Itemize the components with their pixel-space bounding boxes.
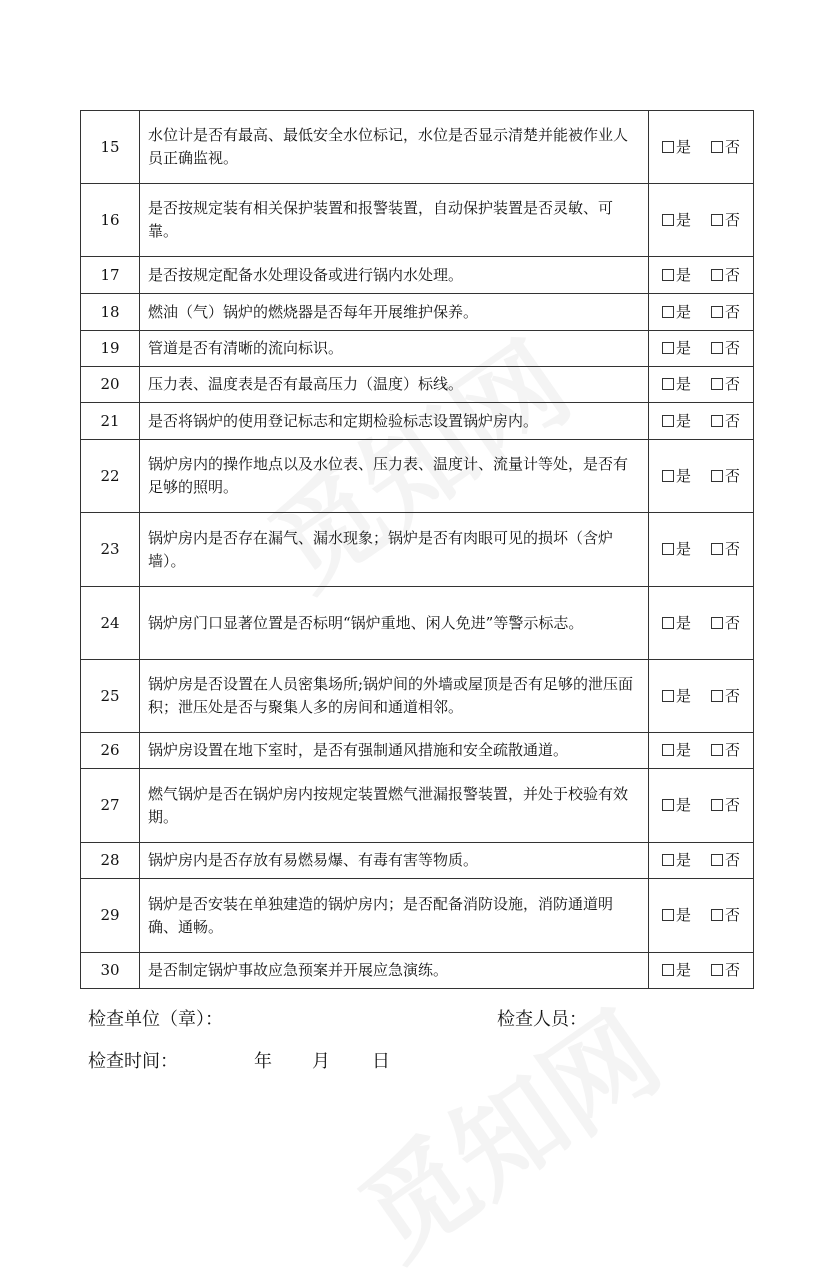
answer-options xyxy=(649,440,754,513)
yes-label: 是 xyxy=(675,686,691,705)
yes-checkbox[interactable] xyxy=(662,378,674,390)
yes-option[interactable] xyxy=(662,685,691,708)
no-option[interactable] xyxy=(711,465,740,488)
no-option[interactable] xyxy=(711,136,740,159)
yes-checkbox[interactable] xyxy=(662,854,674,866)
no-checkbox[interactable] xyxy=(711,269,723,281)
yes-checkbox[interactable] xyxy=(662,141,674,153)
no-checkbox[interactable] xyxy=(711,744,723,756)
no-option[interactable] xyxy=(711,301,740,324)
no-label: 否 xyxy=(725,466,741,485)
yes-option[interactable] xyxy=(662,301,691,324)
no-label: 否 xyxy=(725,686,741,705)
answer-options xyxy=(649,403,754,440)
row-number: 18 xyxy=(81,294,140,331)
yes-checkbox[interactable] xyxy=(662,269,674,281)
table-row xyxy=(81,513,754,587)
yes-label: 是 xyxy=(675,466,691,485)
inspection-item-text: 锅炉房内是否存放有易燃易爆、有毒有害等物质。 xyxy=(140,843,649,879)
inspection-item-text: 管道是否有清晰的流向标识。 xyxy=(140,331,649,367)
no-label: 否 xyxy=(725,961,741,979)
no-option[interactable] xyxy=(711,209,740,232)
yes-option[interactable] xyxy=(662,337,691,360)
yes-checkbox[interactable] xyxy=(662,415,674,427)
inspection-item-text: 锅炉是否安装在单独建造的锅炉房内；是否配备消防设施，消防通道明确、通畅。 xyxy=(140,879,649,953)
yes-option[interactable] xyxy=(662,849,691,872)
no-label: 否 xyxy=(725,741,741,759)
yes-checkbox[interactable] xyxy=(662,799,674,811)
row-number: 21 xyxy=(81,403,140,440)
table-row xyxy=(81,294,754,331)
yes-checkbox[interactable] xyxy=(662,690,674,702)
inspection-item-text: 锅炉房是否设置在人员密集场所;锅炉间的外墙或屋顶是否有足够的泄压面积；泄压处是否与聚集人多的房间和通道相邻。 xyxy=(140,660,649,733)
footer-year: 年 xyxy=(254,1051,272,1072)
no-option[interactable] xyxy=(711,410,740,433)
inspection-item-text: 锅炉房内是否存在漏气、漏水现象；锅炉是否有肉眼可见的损坏（含炉墙）。 xyxy=(140,513,649,587)
answer-options xyxy=(649,257,754,294)
no-checkbox[interactable] xyxy=(711,964,723,976)
answer-options xyxy=(649,111,754,184)
no-label: 否 xyxy=(725,265,741,284)
row-number: 24 xyxy=(81,587,140,660)
no-checkbox[interactable] xyxy=(711,543,723,555)
table-row xyxy=(81,843,754,879)
no-checkbox[interactable] xyxy=(711,306,723,318)
table-row xyxy=(81,403,754,440)
answer-options xyxy=(649,513,754,587)
yes-label: 是 xyxy=(675,741,691,759)
no-checkbox[interactable] xyxy=(711,415,723,427)
inspection-item-text: 是否按规定装有相关保护装置和报警装置，自动保护装置是否灵敏、可靠。 xyxy=(140,184,649,257)
table-row xyxy=(81,953,754,989)
yes-option[interactable] xyxy=(662,410,691,433)
no-option[interactable] xyxy=(711,739,740,762)
yes-label: 是 xyxy=(675,137,691,156)
no-option[interactable] xyxy=(711,849,740,872)
no-option[interactable] xyxy=(711,904,740,927)
no-checkbox[interactable] xyxy=(711,799,723,811)
yes-label: 是 xyxy=(675,302,691,321)
answer-options xyxy=(649,769,754,843)
row-number: 29 xyxy=(81,879,140,953)
table-row xyxy=(81,660,754,733)
no-label: 否 xyxy=(725,851,741,869)
yes-label: 是 xyxy=(675,210,691,229)
answer-options xyxy=(649,953,754,989)
row-number: 25 xyxy=(81,660,140,733)
no-option[interactable] xyxy=(711,373,740,396)
no-option[interactable] xyxy=(711,959,740,982)
answer-options xyxy=(649,879,754,953)
no-checkbox[interactable] xyxy=(711,690,723,702)
yes-label: 是 xyxy=(675,796,691,814)
table-row xyxy=(81,769,754,843)
yes-option[interactable] xyxy=(662,959,691,982)
yes-label: 是 xyxy=(675,540,691,558)
yes-checkbox[interactable] xyxy=(662,543,674,555)
answer-options xyxy=(649,587,754,660)
yes-checkbox[interactable] xyxy=(662,470,674,482)
no-label: 否 xyxy=(725,137,741,156)
inspection-item-text: 锅炉房内的操作地点以及水位表、压力表、温度计、流量计等处，是否有足够的照明。 xyxy=(140,440,649,513)
no-label: 否 xyxy=(725,375,741,393)
yes-label: 是 xyxy=(675,961,691,979)
yes-option[interactable] xyxy=(662,465,691,488)
no-checkbox[interactable] xyxy=(711,617,723,629)
table-row xyxy=(81,733,754,769)
yes-option[interactable] xyxy=(662,264,691,287)
no-label: 否 xyxy=(725,540,741,558)
table-row xyxy=(81,587,754,660)
yes-label: 是 xyxy=(675,851,691,869)
table-row xyxy=(81,257,754,294)
answer-options xyxy=(649,184,754,257)
inspection-item-text: 锅炉房设置在地下室时，是否有强制通风措施和安全疏散通道。 xyxy=(140,733,649,769)
yes-label: 是 xyxy=(675,339,691,357)
no-label: 否 xyxy=(725,411,741,430)
yes-checkbox[interactable] xyxy=(662,214,674,226)
answer-options xyxy=(649,843,754,879)
answer-options xyxy=(649,331,754,367)
yes-checkbox[interactable] xyxy=(662,617,674,629)
no-label: 否 xyxy=(725,796,741,814)
row-number: 15 xyxy=(81,111,140,184)
no-label: 否 xyxy=(725,302,741,321)
no-checkbox[interactable] xyxy=(711,854,723,866)
no-label: 否 xyxy=(725,339,741,357)
inspection-checklist-table xyxy=(80,110,754,989)
yes-checkbox[interactable] xyxy=(662,744,674,756)
yes-option[interactable] xyxy=(662,538,691,561)
table-row xyxy=(81,879,754,953)
no-checkbox[interactable] xyxy=(711,342,723,354)
yes-label: 是 xyxy=(675,411,691,430)
row-number: 27 xyxy=(81,769,140,843)
row-number: 30 xyxy=(81,953,140,989)
yes-option[interactable] xyxy=(662,904,691,927)
yes-checkbox[interactable] xyxy=(662,306,674,318)
row-number: 16 xyxy=(81,184,140,257)
table-row xyxy=(81,111,754,184)
no-option[interactable] xyxy=(711,612,740,635)
answer-options xyxy=(649,294,754,331)
inspection-item-text: 燃油（气）锅炉的燃烧器是否每年开展维护保养。 xyxy=(140,294,649,331)
no-option[interactable] xyxy=(711,337,740,360)
inspection-item-text: 锅炉房门口显著位置是否标明“锅炉重地、闲人免进”等警示标志。 xyxy=(140,587,649,660)
yes-option[interactable] xyxy=(662,209,691,232)
no-option[interactable] xyxy=(711,685,740,708)
inspection-item-text: 是否将锅炉的使用登记标志和定期检验标志设置锅炉房内。 xyxy=(140,403,649,440)
footer-inspector-label: 检查人员： xyxy=(497,1009,587,1030)
footer-unit-label: 检查单位（章）： xyxy=(88,1009,223,1030)
row-number: 26 xyxy=(81,733,140,769)
table-row xyxy=(81,440,754,513)
no-label: 否 xyxy=(725,210,741,229)
no-checkbox[interactable] xyxy=(711,909,723,921)
no-checkbox[interactable] xyxy=(711,470,723,482)
yes-label: 是 xyxy=(675,906,691,924)
table-row xyxy=(81,367,754,403)
row-number: 20 xyxy=(81,367,140,403)
no-checkbox[interactable] xyxy=(711,378,723,390)
yes-label: 是 xyxy=(675,613,691,632)
yes-checkbox[interactable] xyxy=(662,964,674,976)
no-checkbox[interactable] xyxy=(711,214,723,226)
table-row xyxy=(81,331,754,367)
yes-checkbox[interactable] xyxy=(662,342,674,354)
no-option[interactable] xyxy=(711,264,740,287)
footer-time-label: 检查时间： xyxy=(88,1051,178,1072)
row-number: 22 xyxy=(81,440,140,513)
yes-checkbox[interactable] xyxy=(662,909,674,921)
row-number: 17 xyxy=(81,257,140,294)
row-number: 19 xyxy=(81,331,140,367)
footer-month: 月 xyxy=(312,1051,330,1072)
inspection-item-text: 是否制定锅炉事故应急预案并开展应急演练。 xyxy=(140,953,649,989)
answer-options xyxy=(649,367,754,403)
no-label: 否 xyxy=(725,613,741,632)
yes-label: 是 xyxy=(675,265,691,284)
no-label: 否 xyxy=(725,906,741,924)
row-number: 28 xyxy=(81,843,140,879)
no-option[interactable] xyxy=(711,794,740,817)
answer-options xyxy=(649,733,754,769)
no-checkbox[interactable] xyxy=(711,141,723,153)
inspection-item-text: 水位计是否有最高、最低安全水位标记，水位是否显示清楚并能被作业人员正确监视。 xyxy=(140,111,649,184)
table-row xyxy=(81,184,754,257)
yes-option[interactable] xyxy=(662,739,691,762)
yes-option[interactable] xyxy=(662,612,691,635)
yes-option[interactable] xyxy=(662,794,691,817)
footer-day: 日 xyxy=(372,1051,390,1072)
inspection-item-text: 压力表、温度表是否有最高压力（温度）标线。 xyxy=(140,367,649,403)
inspection-item-text: 燃气锅炉是否在锅炉房内按规定装置燃气泄漏报警装置，并处于校验有效期。 xyxy=(140,769,649,843)
inspection-item-text: 是否按规定配备水处理设备或进行锅内水处理。 xyxy=(140,257,649,294)
yes-option[interactable] xyxy=(662,136,691,159)
row-number: 23 xyxy=(81,513,140,587)
yes-label: 是 xyxy=(675,375,691,393)
no-option[interactable] xyxy=(711,538,740,561)
answer-options xyxy=(649,660,754,733)
yes-option[interactable] xyxy=(662,373,691,396)
